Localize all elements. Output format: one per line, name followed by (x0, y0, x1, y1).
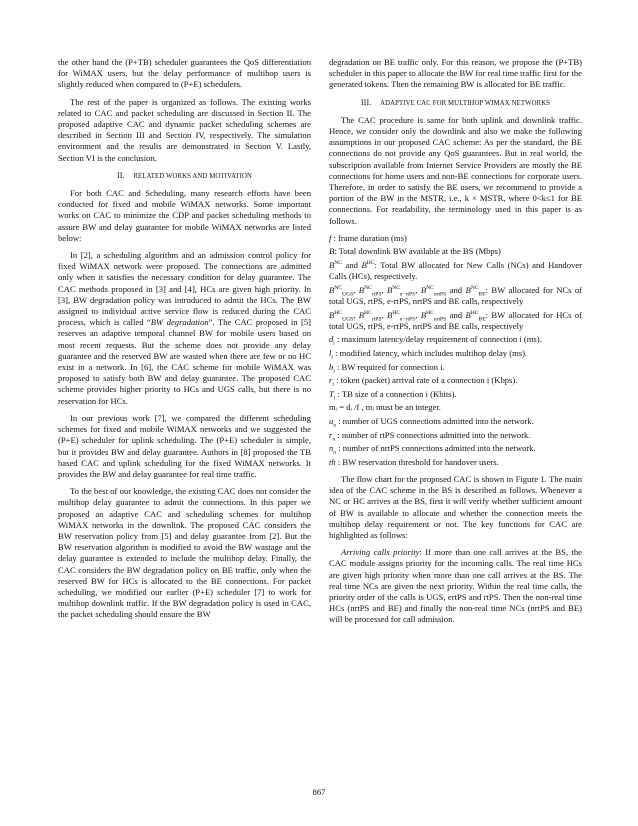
definition-rn: $r_n$ : number of rtPS connections admitted into the network. (329, 429, 531, 443)
paragraph: Arriving calls priority: If more than one call arrives at the BS, the CAC module assigns priority for the incoming calls. The real time HCs are given high priority when more than one call arrives at the BS. The real time NCs are given the next priority. Within the real time calls, the priority order of the calls is UGS, ertPS and rtPS. Then the non-real time HCs (nrtPS and BE) and finally the non-real time NCs (nrtPS and BE) will be processed for call admission. (329, 547, 582, 625)
definition-b: B: Total downlink BW available at the BS (Mbps) (329, 246, 501, 257)
definition-un: $u_n$ : number of UGS connections admitted into the network. (329, 415, 534, 429)
definition-bi: $b_i$ : BW required for connection i. (329, 361, 445, 375)
section-number: III. (360, 97, 372, 107)
paragraph: The flow chart for the proposed CAC is shown in Figure 1. The main idea of the CAC scheme in the BS is described as follows. Whenever a NC or HC arrives at the BS, first it will verify whether sufficient amount of BW is available to allocate and whether the connection meets the multihop delay requirement or not. The key functions for CAC are highlighted as follows: (329, 473, 582, 540)
paragraph: the other hand the (P+TB) scheduler guarantees the QoS differentiation for WiMAX users, but the delay performance of multihop users is slightly reduced when compared to (P+E) schedulers. (58, 57, 311, 90)
definition-hc-class-bw: $B^{HC}_{UGS}$, $B^{HC}_{rtPS}$, $B^{HC}_{e-rtPS}$, $B^{HC}_{nrtPS}$ and $B^{HC}_{BE}$: BW allocated for HCs of total UGS, rtPS, e-rtPS, nrtPS and BE calls, respectively (329, 309, 583, 331)
definition-li: $l_i$ : modified latency, which includes multihop delay (ms). (329, 348, 528, 361)
section-title: RELATED WORKS AND MOTIVATION (133, 172, 253, 180)
paragraph: The CAC procedure is same for both uplink and downlink traffic. Hence, we consider only the downlink and also we make the following assumptions in our proposed CAC scheme: As per the standard, the BE connections do not provide any QoS guarantees. But in real world, the subscription available from Internet Service Providers are mostly the BE connections for home users and non-BE connections for corporate users. Therefore, in order to satisfy the BE users, we recommend to provide a portion of the BW in the MSTR, i.e., k × MSTR, where 0<k≤1 for BE connections. For readability, the terminology used in this paper is as follows. (329, 114, 582, 226)
definition-mi: mᵢ = dᵢ /f , mᵢ must be an integer. (329, 402, 441, 413)
definition-ri: $r_i$ : token (packet) arrival rate of a connection i (Kbps). (329, 375, 518, 388)
paragraph: In [2], a scheduling algorithm and an admission control policy for fixed WiMAX network were proposed. The connections are admitted only when it satisfies the necessary condition for delay guarantee. The CAC methods proposed in [3] and [4], HCs are given high priority. In [3], BW degradation policy was introduced to admit the HCs. The BW assigned to individual active service flow is reduced during the CAC process, which is called “BW degradation”. The CAC proposed in [5] reserves an adaptive temporal channel BW for mobile users based on most recent requests. But the scheme does not provide any delay guarantee and the reserved BW are wasted when there are few or no HC exist in a network. In [6], the CAC scheme for mobile WiMAX was proposed to satisfy both BW and delay guarantee. The proposed CAC scheme provides higher priority to HCs and UGS calls, but there is no reservation for HCs. (58, 250, 311, 406)
page-number: 867 (312, 787, 326, 797)
definition-th: th : BW reservation threshold for handover users. (329, 456, 499, 467)
paragraph: The rest of the paper is organized as follows. The existing works related to CAC and packet scheduling are discussed in Section II. The proposed adaptive CAC and dynamic packet scheduling schemes are described in Section III and Section IV, respectively. The simulation environment and the results are demonstrated in Section V. Lastly, Section VI is the conclusion. (58, 96, 311, 163)
section-number: II. (116, 170, 125, 180)
paragraph: In our previous work [7], we compared the different scheduling schemes for fixed and mobile WiMAX networks and we suggested the (P+E) scheduler for uplink scheduling. The (P+E) scheduler is simple, but it provides BW and delay guarantee. Authors in [8] proposed the TB based CAC and uplink scheduling for the fixed WiMAX networks. It provides the BW and delay guarantee for real time traffic. (58, 412, 311, 479)
paragraph: To the best of our knowledge, the existing CAC does not consider the multihop delay guarantee to admit the connections. In this paper we proposed an adaptive CAC and scheduling schemes for multihop WiMAX networks in the downlink. The proposed CAC considers the BW reservation policy from [5] and delay guarantee from [2]. But the BW reservation algorithm is modified to avoid the BW wastage and the delay guarantee is extended to include the multihop delay. Finally, the CAC considers the BW degradation policy on BE traffic, only when the reserved BW for HCs is allocated to the BE connections. For packet scheduling, we modified our earlier (P+E) scheduler [7] to work for multihop downlink traffic. If the BW degradation policy is used in CAC, the packet scheduling should ensure the BW (58, 486, 311, 620)
right-column (329, 57, 582, 632)
section-heading (58, 170, 311, 182)
definition-bnc-bhc: $B^{NC}$ and $B^{HC}$: Total BW allocated for New Calls (NCs) and Handover Calls (HCs), respectively. (329, 260, 582, 282)
section-heading (329, 97, 582, 109)
definition-nn: $n_n$ : number of nrtPS connections admitted into the network. (329, 443, 536, 456)
definition-f: f : frame duration (ms) (329, 232, 407, 243)
definition-nc-class-bw: $B^{NC}_{UGS}$, $B^{NC}_{rtPS}$, $B^{NC}_{e-rtPS}$, $B^{NC}_{nrtPS}$ and $B^{NC}_{BE}$: BW allocated for NCs of total UGS, rtPS, e-rtPS, nrtPS and BE calls, respectively (329, 284, 583, 307)
paragraph: degradation on BE traffic only. For this reason, we propose the (P+TB) scheduler in this paper to allocate the BW for real time traffic first for the generated tokens. Then the remaining BW is allocated for BE traffic. (329, 57, 582, 90)
definition-di: $d_i$ : maximum latency/delay requirement of connection i (ms). (329, 334, 542, 348)
definition-ti: $T_i$ : TB size of a connection i (Kbits). (329, 388, 457, 402)
left-column (58, 57, 311, 627)
paragraph: For both CAC and Scheduling, many research efforts have been conducted for fixed and mobile WiMAX networks. Some important works on CAC to minimize the CDP and packet scheduling methods to assure BW and delay guarantee for mobile WiMAX networks are listed below: (58, 188, 311, 243)
section-title: ADAPTIVE CAC FOR MULTIHOP WIMAX NETWORKS (380, 99, 551, 107)
